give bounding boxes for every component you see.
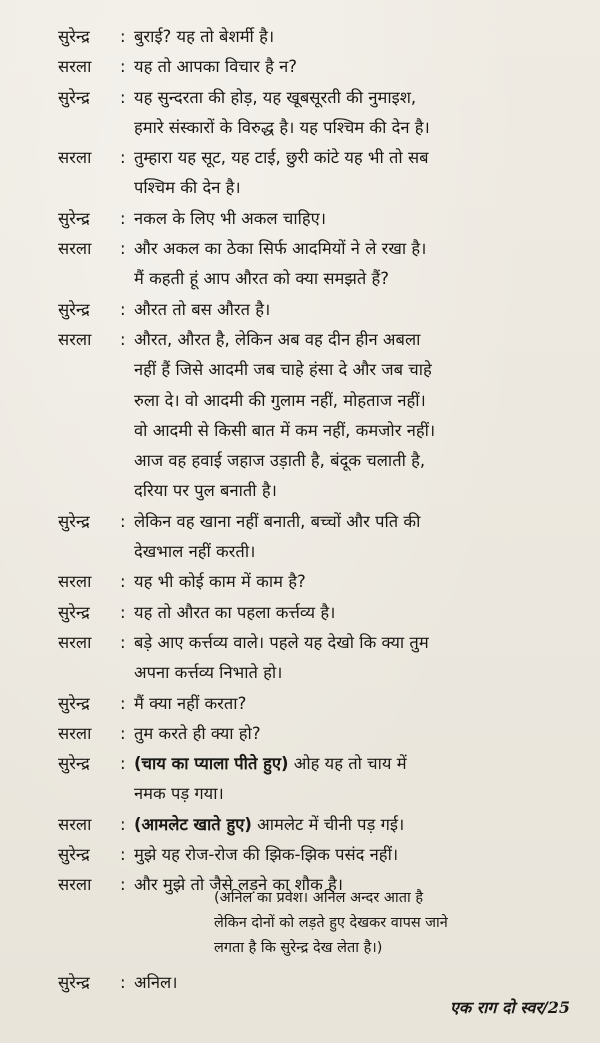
dialogue-text: नमक पड़ गया।	[134, 784, 224, 804]
speaker-name: सरला	[58, 572, 92, 592]
dialogue-text: मैं क्या नहीं करता?	[134, 693, 247, 713]
speaker-colon: :	[120, 845, 126, 865]
dialogue-text: यह भी कोई काम में काम है?	[134, 572, 306, 592]
dialogue-line	[0, 779, 600, 809]
stage-direction-line: लेकिन दोनों को लड़ते हुए देखकर वापस जाने	[214, 915, 448, 931]
dialogue-text	[134, 749, 556, 779]
dialogue-line	[0, 968, 600, 998]
dialogue-block	[0, 22, 600, 901]
dialogue-line	[0, 234, 600, 264]
speaker-colon: :	[120, 329, 126, 349]
dialogue-text-rest: ओह यह तो चाय में	[288, 754, 407, 774]
speaker-name: सुरेन्द्र	[58, 754, 90, 774]
dialogue-text: अनिल।	[134, 973, 178, 992]
speaker-colon: :	[120, 239, 126, 259]
dialogue-text: तुम करते ही क्या हो?	[134, 723, 261, 743]
dialogue-line	[0, 810, 600, 840]
dialogue-line	[0, 83, 600, 113]
dialogue-text: दरिया पर पुल बनाती है।	[134, 481, 277, 501]
speaker-name: सुरेन्द्र	[58, 973, 90, 992]
dialogue-text: बड़े आए कर्त्तव्य वाले। पहले यह देखो कि क्या तुम	[134, 632, 429, 652]
speaker-colon: :	[120, 632, 126, 652]
dialogue-text: नकल के लिए भी अकल चाहिए।	[134, 208, 326, 228]
dialogue-line	[0, 628, 600, 658]
speaker-name: सुरेन्द्र	[58, 27, 90, 46]
dialogue-text: हमारे संस्कारों के विरुद्ध है। यह पश्चिम की देन है।	[134, 117, 430, 137]
stage-direction-line: (अनिल का प्रवेश। अनिल अन्दर आता है	[214, 890, 424, 906]
dialogue-line	[0, 446, 600, 476]
dialogue-text: देखभाल नहीं करती।	[134, 542, 256, 562]
speaker-name: सरला	[58, 723, 92, 743]
speaker-name: सरला	[58, 148, 92, 168]
speaker-name: सरला	[58, 814, 92, 834]
dialogue-text: औरत, औरत है, लेकिन अब वह दीन हीन अबला	[134, 329, 421, 349]
speaker-name: सुरेन्द्र	[58, 693, 90, 713]
speaker-name: सुरेन्द्र	[58, 511, 90, 531]
dialogue-line	[0, 749, 600, 779]
dialogue-line	[0, 173, 600, 203]
dialogue-line	[0, 143, 600, 173]
speaker-name: सरला	[58, 329, 92, 349]
stage-direction	[214, 886, 570, 961]
dialogue-text: पश्चिम की देन है।	[134, 178, 241, 198]
dialogue-text: नहीं हैं जिसे आदमी जब चाहे हंसा दे और जब चाहे	[134, 360, 432, 380]
dialogue-line	[0, 416, 600, 446]
dialogue-text: मुझे यह रोज-रोज की झिक-झिक पसंद नहीं।	[134, 845, 399, 865]
dialogue-line	[0, 264, 600, 294]
speaker-colon: :	[120, 511, 126, 531]
dialogue-text: लेकिन वह खाना नहीं बनाती, बच्चों और पति की	[134, 511, 421, 531]
stage-action: (चाय का प्याला पीते हुए)	[134, 754, 289, 774]
dialogue-line	[0, 355, 600, 385]
dialogue-line	[0, 325, 600, 355]
dialogue-line	[0, 537, 600, 567]
speaker-colon: :	[120, 27, 126, 46]
dialogue-text: यह सुन्दरता की होड़, यह खूबसूरती की नुमाइश,	[134, 87, 417, 107]
speaker-name: सरला	[58, 875, 92, 895]
dialogue-text: अपना कर्त्तव्य निभाते हो।	[134, 663, 283, 683]
dialogue-line	[0, 658, 600, 688]
dialogue-line	[0, 507, 600, 537]
speaker-colon: :	[120, 754, 126, 774]
dialogue-line	[0, 204, 600, 234]
speaker-colon: :	[120, 693, 126, 713]
speaker-colon: :	[120, 87, 126, 107]
speaker-colon: :	[120, 973, 126, 992]
speaker-colon: :	[120, 208, 126, 228]
stage-direction-line: लगता है कि सुरेन्द्र देख लेता है।)	[214, 940, 383, 956]
speaker-colon: :	[120, 148, 126, 168]
dialogue-line	[0, 840, 600, 870]
dialogue-line	[0, 476, 600, 506]
speaker-colon: :	[120, 602, 126, 622]
dialogue-line	[0, 386, 600, 416]
dialogue-text: वो आदमी से किसी बात में कम नहीं, कमजोर नहीं।	[134, 420, 436, 440]
dialogue-text: यह तो औरत का पहला कर्त्तव्य है।	[134, 602, 336, 622]
dialogue-line	[0, 719, 600, 749]
dialogue-text: रुला दे। वो आदमी की गुलाम नहीं, मोहताज नहीं।	[134, 390, 426, 410]
dialogue-text: और अकल का ठेका सिर्फ आदमियों ने ले रखा है।	[134, 239, 427, 259]
speaker-colon: :	[120, 57, 126, 77]
dialogue-line	[0, 22, 600, 52]
stage-action: (आमलेट खाते हुए)	[134, 814, 252, 834]
dialogue-text: यह तो आपका विचार है न?	[134, 57, 298, 77]
dialogue-line	[0, 598, 600, 628]
dialogue-text: औरत तो बस औरत है।	[134, 299, 271, 319]
speaker-name: सुरेन्द्र	[58, 208, 90, 228]
dialogue-line	[0, 113, 600, 143]
speaker-name: सुरेन्द्र	[58, 845, 90, 865]
dialogue-text	[134, 810, 556, 840]
dialogue-text: आज वह हवाई जहाज उड़ाती है, बंदूक चलाती है,	[134, 451, 426, 471]
speaker-name: सुरेन्द्र	[58, 87, 90, 107]
speaker-colon: :	[120, 723, 126, 743]
dialogue-text: और मुझे तो जैसे लड़ने का शौक है।	[134, 875, 344, 895]
speaker-colon: :	[120, 814, 126, 834]
speaker-name: सरला	[58, 57, 92, 77]
speaker-name: सुरेन्द्र	[58, 299, 90, 319]
dialogue-text: मैं कहती हूं आप औरत को क्या समझते हैं?	[134, 269, 390, 289]
dialogue-line	[0, 567, 600, 597]
speaker-name: सरला	[58, 632, 92, 652]
dialogue-line	[0, 689, 600, 719]
dialogue-line	[0, 295, 600, 325]
speaker-name: सरला	[58, 239, 92, 259]
speaker-name: सुरेन्द्र	[58, 602, 90, 622]
speaker-colon: :	[120, 572, 126, 592]
dialogue-line	[0, 52, 600, 82]
dialogue-text: बुराई? यह तो बेशर्मी है।	[134, 27, 275, 46]
dialogue-text: तुम्हारा यह सूट, यह टाई, छुरी कांटे यह भी तो सब	[134, 148, 429, 168]
dialogue-text-rest: आमलेट में चीनी पड़ गई।	[251, 814, 405, 834]
speaker-colon: :	[120, 875, 126, 895]
page-footer: एक राग दो स्वर/25	[450, 998, 570, 1017]
speaker-colon: :	[120, 299, 126, 319]
